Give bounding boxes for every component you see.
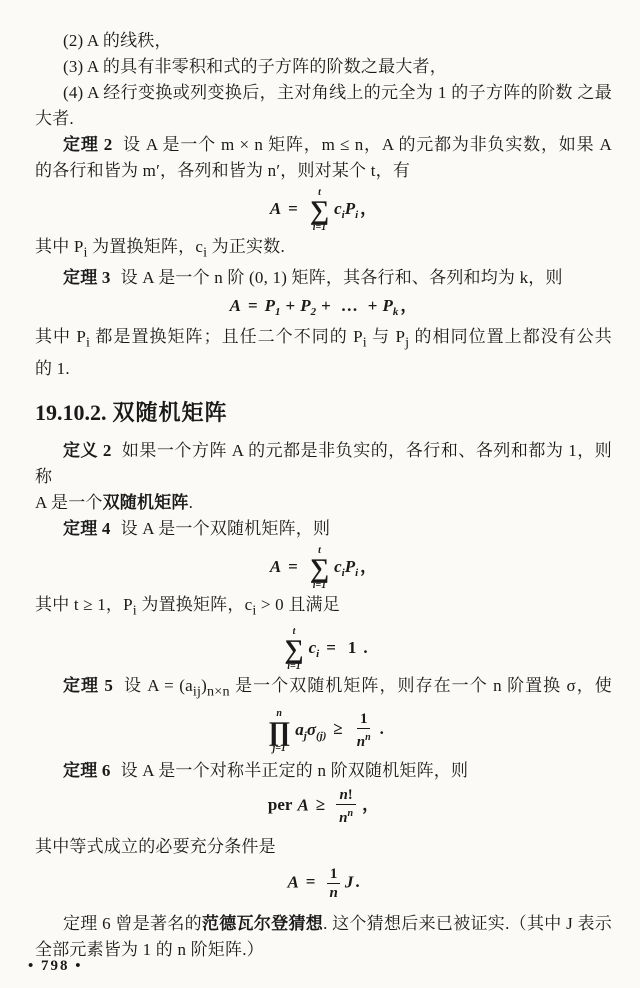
math-var: P: [382, 296, 393, 316]
fraction: [354, 711, 374, 750]
definition-2-line-1: [35, 438, 612, 490]
theorem-5-label: 定理 5: [63, 676, 114, 696]
theorem-4-text: 设 A 是一个双随机矩阵，则: [120, 518, 331, 538]
theorem-6-text: 设 A 是一个对称半正定的 n 阶双随机矩阵，则: [120, 760, 469, 780]
text-run: 与: [366, 327, 396, 347]
plus-sign: +: [367, 296, 378, 316]
formula-punct: ，: [400, 296, 418, 316]
theorem-3-text: 设 A 是一个 n 阶 (0, 1) 矩阵，其各行和、各列和均为 k，则: [120, 268, 563, 288]
sigma-operator: ∑: [309, 195, 330, 225]
math-var: P: [353, 327, 363, 347]
prod-upper-limit: n: [276, 707, 282, 719]
formula-punct: .: [355, 871, 360, 891]
text-run: 为置换矩阵，: [87, 237, 196, 256]
math-var: A: [297, 794, 309, 814]
summation-symbol: [310, 545, 329, 591]
equals-sign: =: [305, 871, 316, 891]
math-sub: 2: [310, 306, 317, 319]
math-sub: k: [392, 306, 399, 319]
text-run: 定理 6 曾是著名的: [63, 913, 202, 933]
theorem-3-line: [35, 265, 612, 291]
math-sub: i: [362, 334, 367, 351]
formula-equality-case: [35, 866, 612, 901]
formula-coefficients-sum-to-one: [35, 626, 612, 672]
math-sub: (j): [316, 729, 327, 742]
theorem-2-line-1: [35, 132, 612, 158]
formula-punct: .: [363, 638, 368, 658]
sum-upper-limit: t: [292, 626, 296, 638]
text-run: A 是一个: [35, 492, 103, 512]
text-run: 其中: [35, 594, 74, 614]
plus-sign: +: [321, 296, 331, 316]
remark-theorem-3-line-2: 的 1.: [35, 358, 70, 378]
math-var: P: [344, 198, 356, 218]
math-var: P: [73, 237, 84, 256]
formula-punct: .: [379, 719, 384, 739]
formula-permanent-bound: [35, 787, 612, 826]
per-function: per: [267, 794, 293, 814]
equals-sign: =: [247, 296, 258, 316]
product-symbol: [268, 708, 290, 754]
list-item-3: (3) A 的具有非零积和式的子方阵的阶数之最大者，: [63, 57, 447, 76]
summation-symbol: [310, 187, 329, 233]
math-sup: n: [347, 807, 354, 819]
factorial-sign: !: [347, 786, 353, 803]
fraction-denominator: [354, 729, 374, 750]
formula-product-bound: [35, 708, 612, 754]
fraction-denominator: n: [329, 884, 338, 901]
text-run: 设 A = (a: [123, 676, 193, 696]
fraction-numerator: 1: [357, 711, 371, 729]
math-sub: ij: [192, 683, 202, 700]
pi-operator: ∏: [268, 715, 291, 746]
definition-2-line-2: [35, 490, 612, 516]
math-var: c: [308, 638, 317, 658]
text-run: 其中: [35, 237, 74, 256]
term-doubly-stochastic: 双随机矩阵: [102, 492, 189, 512]
math-var: n: [356, 734, 366, 751]
summation-symbol: [284, 626, 303, 672]
math-var: n: [339, 786, 348, 803]
list-item-4-cont: 大者.: [35, 109, 74, 128]
page-number: • 798 •: [28, 958, 83, 974]
fraction-numerator: [336, 787, 355, 805]
theorem-4-label: 定理 4: [63, 518, 111, 538]
text-run: 其中: [35, 327, 77, 347]
math-var: a: [295, 719, 304, 739]
section-title: 双随机矩阵: [112, 399, 228, 425]
definition-2-text: 如果一个方阵 A 的元都是非负实的，各行和、各列和都为 1，则称: [35, 440, 612, 486]
math-sub: j: [405, 334, 410, 351]
math-sub: i: [86, 334, 91, 351]
sum-lower-limit: i=1: [312, 222, 327, 233]
math-var: n: [339, 809, 348, 826]
math-var: A: [269, 198, 282, 218]
text-run: > 0 且满足: [256, 594, 340, 614]
math-var: c: [195, 237, 204, 256]
formula-punct: ，: [360, 556, 378, 576]
closing-remark-line-1: [35, 911, 612, 937]
fraction-numerator: 1: [327, 866, 341, 884]
theorem-6-label: 定理 6: [63, 760, 111, 780]
math-var: A: [269, 556, 282, 576]
math-sup: n: [365, 732, 371, 744]
math-sub: i: [355, 566, 359, 579]
sum-upper-limit: t: [318, 544, 321, 556]
math-var: J: [344, 871, 354, 891]
math-sub: i: [83, 244, 88, 261]
sum-lower-limit: i=1: [312, 579, 327, 591]
formula-punct: ，: [362, 794, 380, 814]
text-run: 的相同位置上都没有公共: [409, 327, 613, 347]
equals-sign: =: [326, 638, 336, 658]
theorem-4-line: [35, 516, 612, 542]
text-run: ≥ 1，: [78, 594, 124, 614]
sum-upper-limit: t: [318, 187, 321, 198]
sigma-var: σ: [306, 719, 317, 739]
math-var: P: [395, 327, 406, 347]
text-run: . 这个猜想后来已被证实.（其中 J 表示: [323, 913, 612, 933]
section-heading: [35, 398, 612, 428]
plus-sign: +: [285, 296, 296, 316]
math-var: P: [76, 327, 86, 347]
equals-sign: =: [288, 198, 298, 218]
fraction: [336, 787, 356, 826]
math-sub: n×n: [207, 683, 230, 700]
list-item-4: (4) A 经行变换或列变换后，主对角线上的元全为 1 的子方阵的阶数 之最: [63, 83, 612, 102]
math-sub: i: [203, 244, 208, 261]
theorem-2-line-2: 的各行和皆为 m′，各列和皆为 n′，则对某个 t，有: [35, 161, 411, 180]
remark-theorem-4: [35, 592, 612, 623]
fraction-denominator: [336, 805, 356, 826]
remark-theorem-3-line-1: [35, 324, 612, 355]
text-run: 是一个双随机矩阵，则存在一个 n 阶置换 σ，使: [229, 676, 612, 696]
fraction: [326, 866, 340, 901]
text-run: 都是置换矩阵；且任二个不同的: [90, 327, 354, 347]
theorem-5-line: [35, 673, 612, 704]
sigma-operator: ∑: [309, 552, 330, 583]
math-sub: i: [316, 648, 320, 661]
equals-sign: =: [288, 556, 298, 576]
ellipsis: …: [340, 296, 358, 316]
theorem-3-label: 定理 3: [63, 268, 111, 288]
math-var: c: [244, 594, 253, 614]
formula-sum-decomposition-2: [35, 545, 612, 591]
closing-remark-line-2: 全部元素皆为 1 的 n 阶矩阵.）: [35, 939, 264, 959]
formula-sum-decomposition-1: [35, 187, 612, 233]
prod-lower-limit: j=1: [272, 742, 286, 754]
math-sub: i: [341, 208, 345, 221]
list-item-2: (2) A 的线秩，: [63, 31, 172, 50]
math-sub: 1: [275, 306, 281, 319]
section-number: 19.10.2.: [35, 399, 107, 425]
text-run: 为置换矩阵，: [136, 594, 245, 614]
math-sub: i: [132, 602, 137, 619]
geq-sign: ≥: [333, 719, 343, 739]
geq-sign: ≥: [315, 794, 326, 814]
theorem-6-line: [35, 758, 612, 784]
sigma-operator: ∑: [284, 634, 304, 665]
math-var: P: [123, 594, 133, 614]
math-var: A: [229, 296, 241, 316]
math-var: t: [73, 594, 79, 614]
math-sub: i: [355, 208, 359, 221]
math-var: P: [344, 556, 356, 576]
math-var: c: [334, 198, 342, 218]
math-number: 1: [347, 638, 357, 658]
definition-2-label: 定义 2: [63, 440, 112, 460]
theorem-2-label: 定理 2: [63, 135, 113, 154]
math-var: A: [287, 871, 299, 891]
math-var: P: [300, 296, 311, 316]
theorem-2-text: 设 A 是一个 m × n 矩阵，m ≤ n，A 的元都为非负实数，如果 A: [122, 135, 612, 154]
equality-condition-line: 其中等式成立的必要充分条件是: [35, 836, 276, 856]
math-sub: i: [252, 602, 257, 619]
remark-theorem-2: [35, 234, 612, 265]
text-run: 为正实数.: [207, 237, 285, 256]
math-var: P: [264, 296, 276, 316]
sum-lower-limit: i=1: [287, 661, 301, 673]
math-var: c: [334, 556, 342, 576]
text-run: ): [201, 676, 208, 696]
text-run: .: [188, 492, 194, 512]
van-der-waerden-conjecture: 范德瓦尔登猜想: [201, 913, 324, 933]
formula-permutation-sum: [35, 297, 612, 318]
math-sub: j: [303, 729, 307, 742]
formula-punct: ，: [360, 198, 378, 218]
math-sub: i: [341, 566, 345, 579]
